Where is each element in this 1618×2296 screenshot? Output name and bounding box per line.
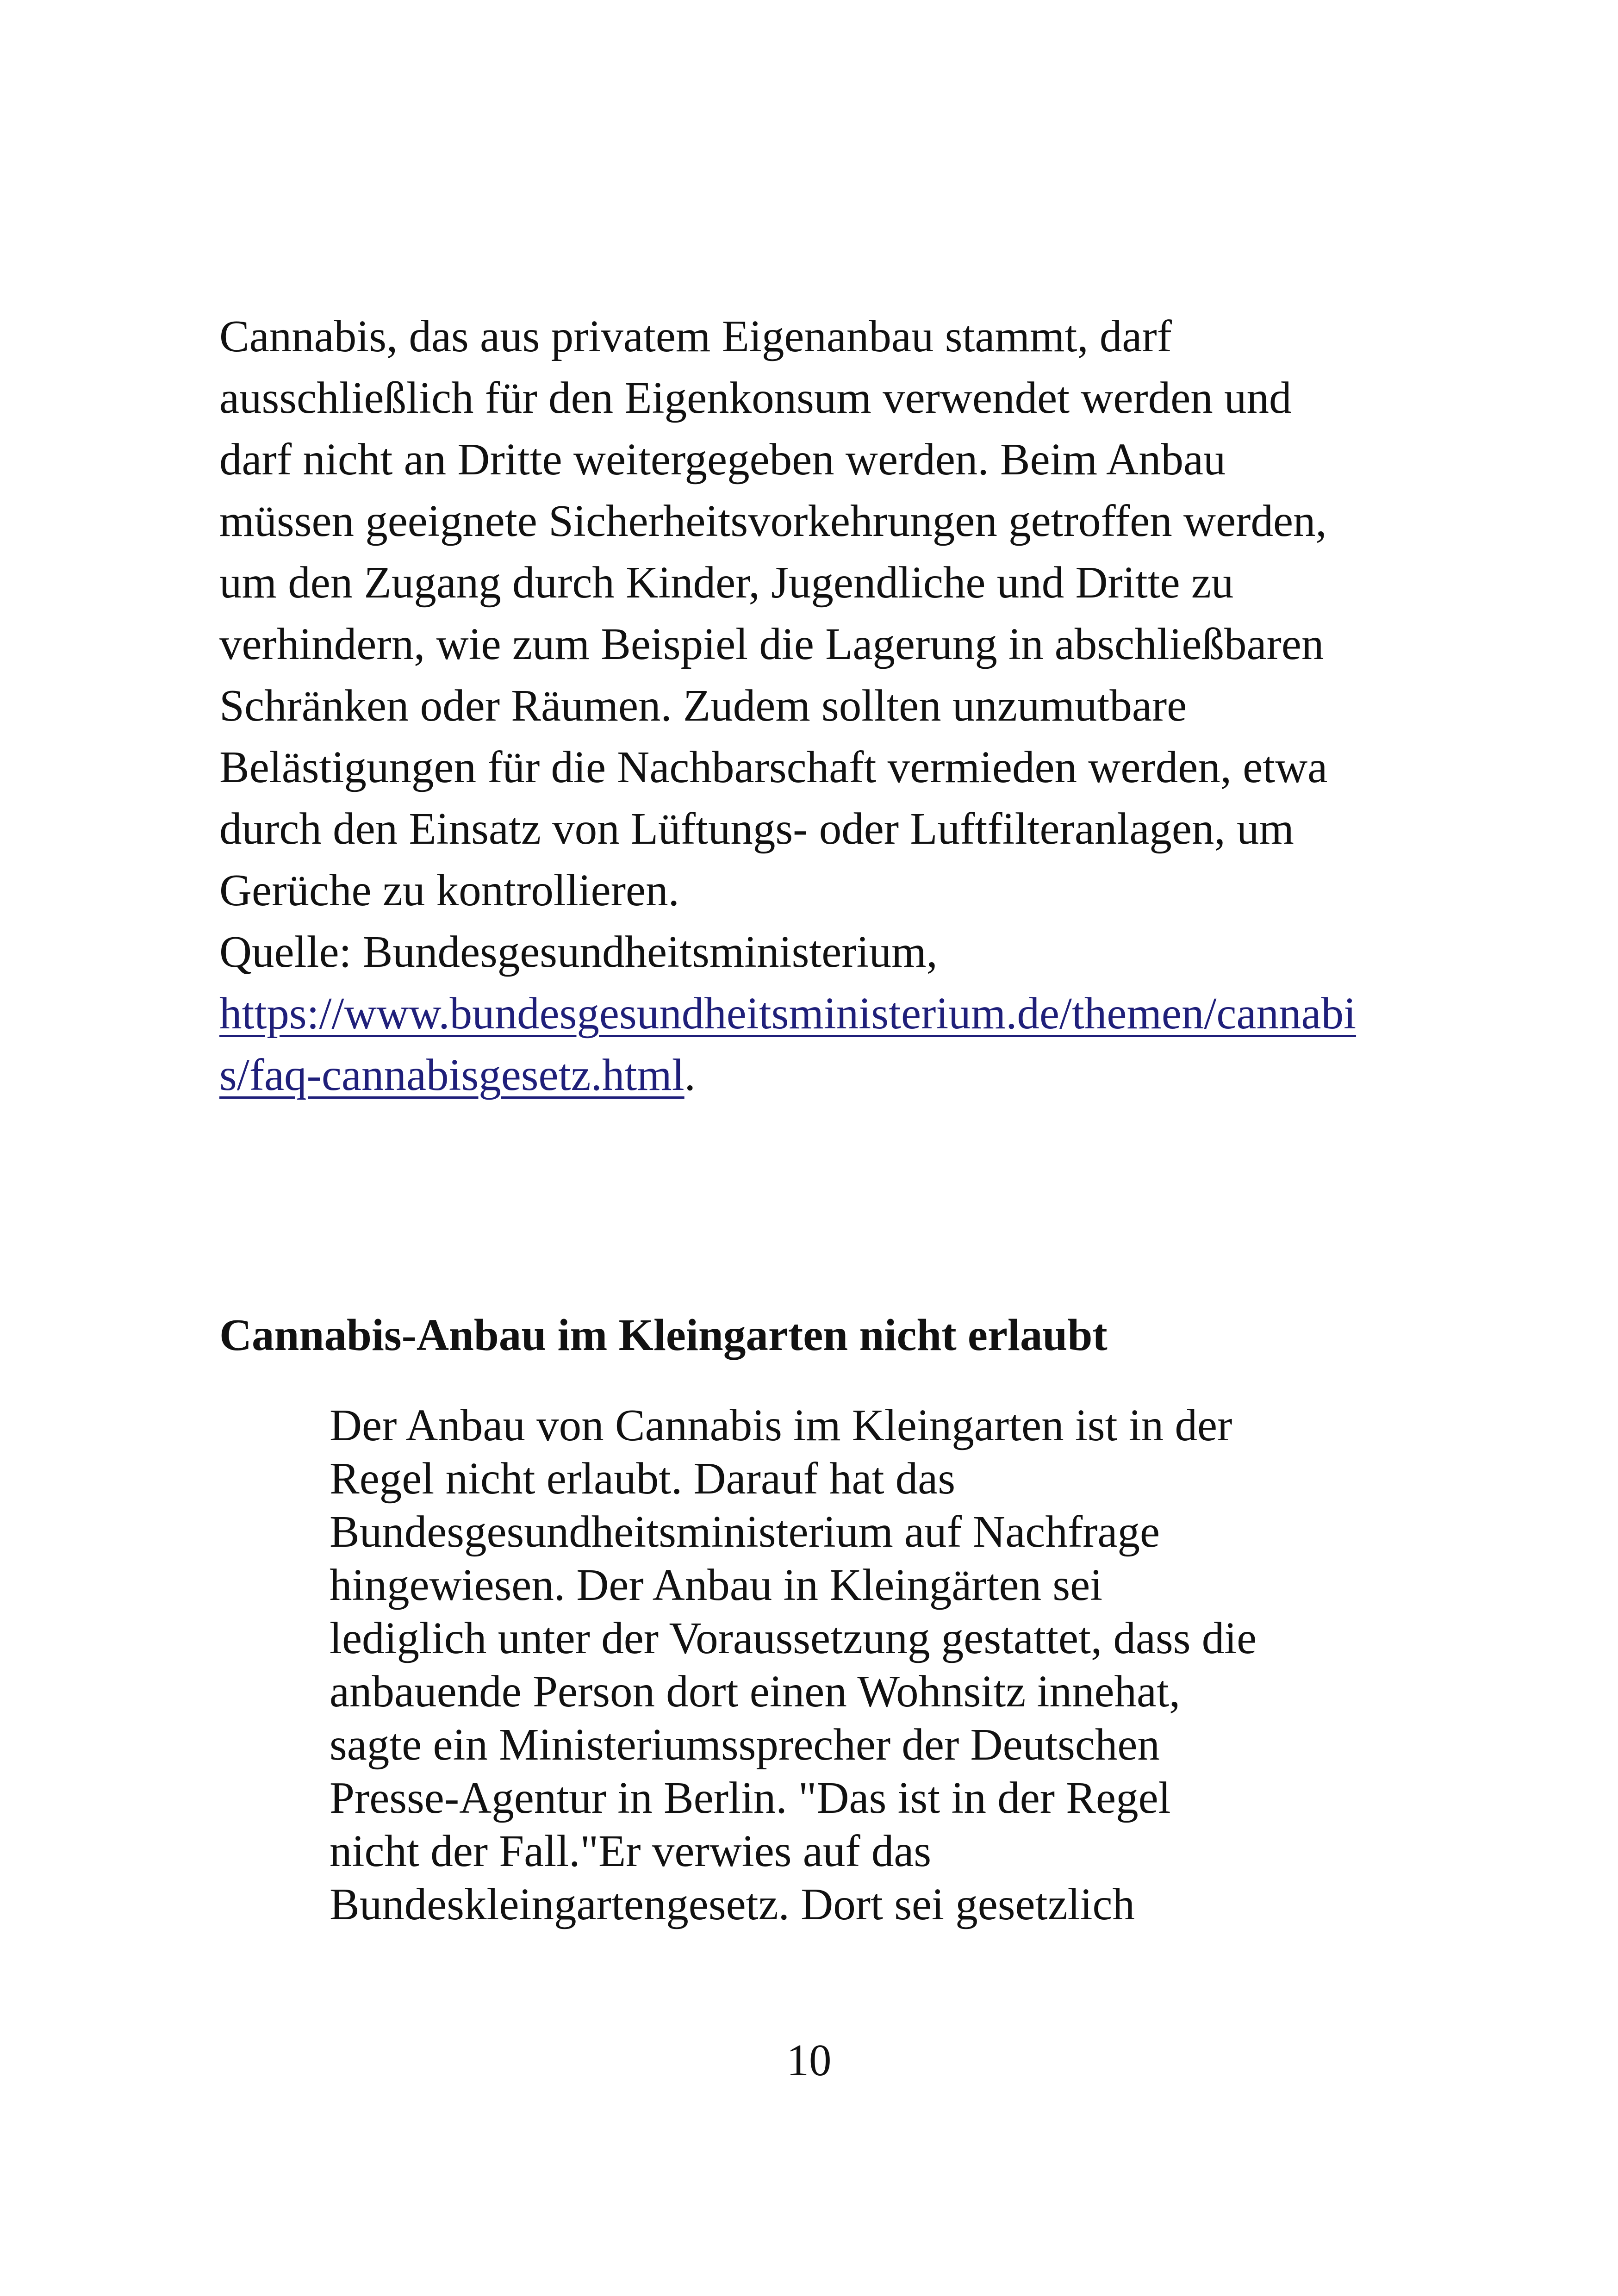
paragraph-line: ausschließlich für den Eigenkonsum verwendet werden und — [219, 373, 1292, 423]
paragraph-line: Regel nicht erlaubt. Darauf hat das — [330, 1454, 956, 1503]
paragraph-line: Bundeskleingartengesetz. Dort sei gesetzlich — [330, 1879, 1135, 1929]
paragraph-line: um den Zugang durch Kinder, Jugendliche und Dritte zu — [219, 558, 1234, 607]
paragraph-line: verhindern, wie zum Beispiel die Lagerung in abschließbaren — [219, 619, 1324, 669]
paragraph-line: hingewiesen. Der Anbau in Kleingärten sei — [330, 1560, 1103, 1610]
paragraph-line: nicht der Fall."Er verwies auf das — [330, 1826, 932, 1876]
paragraph-line: Presse-Agentur in Berlin. "Das ist in der Regel — [330, 1773, 1171, 1823]
indented-paragraph — [330, 1399, 1257, 1931]
intro-paragraph — [219, 305, 1404, 1106]
paragraph-line: Belästigungen für die Nachbarschaft vermieden werden, etwa — [219, 742, 1328, 792]
paragraph-line: Cannabis, das aus privatem Eigenanbau stammt, darf — [219, 311, 1172, 361]
paragraph-line: lediglich unter der Voraussetzung gestattet, dass die — [330, 1613, 1257, 1663]
paragraph-line: Schränken oder Räumen. Zudem sollten unzumutbare — [219, 681, 1187, 730]
source-label: Quelle: Bundesgesundheitsministerium, — [219, 927, 938, 977]
paragraph-line: Gerüche zu kontrollieren. — [219, 865, 679, 915]
paragraph-line: sagte ein Ministeriumssprecher der Deutschen — [330, 1720, 1160, 1769]
section-heading: Cannabis-Anbau im Kleingarten nicht erlaubt — [219, 1310, 1108, 1360]
paragraph-line: Bundesgesundheitsministerium auf Nachfrage — [330, 1507, 1160, 1556]
paragraph-line: Der Anbau von Cannabis im Kleingarten ist in der — [330, 1400, 1232, 1450]
paragraph-line: müssen geeignete Sicherheitsvorkehrungen getroffen werden, — [219, 496, 1327, 546]
page-number: 10 — [786, 2035, 832, 2085]
paragraph-line: durch den Einsatz von Lüftungs- oder Luftfilteranlagen, um — [219, 804, 1294, 853]
source-link-last-line — [219, 1044, 1404, 1106]
link-trailing-period: . — [684, 1050, 696, 1100]
source-link-line-1[interactable]: https://www.bundesgesundheitsministerium.de/themen/cannabi — [219, 989, 1357, 1038]
source-link-line-2[interactable]: s/faq-cannabisgesetz.html — [219, 1050, 685, 1100]
paragraph-line: anbauende Person dort einen Wohnsitz innehat, — [330, 1667, 1181, 1716]
paragraph-line: darf nicht an Dritte weitergegeben werden. Beim Anbau — [219, 435, 1226, 484]
